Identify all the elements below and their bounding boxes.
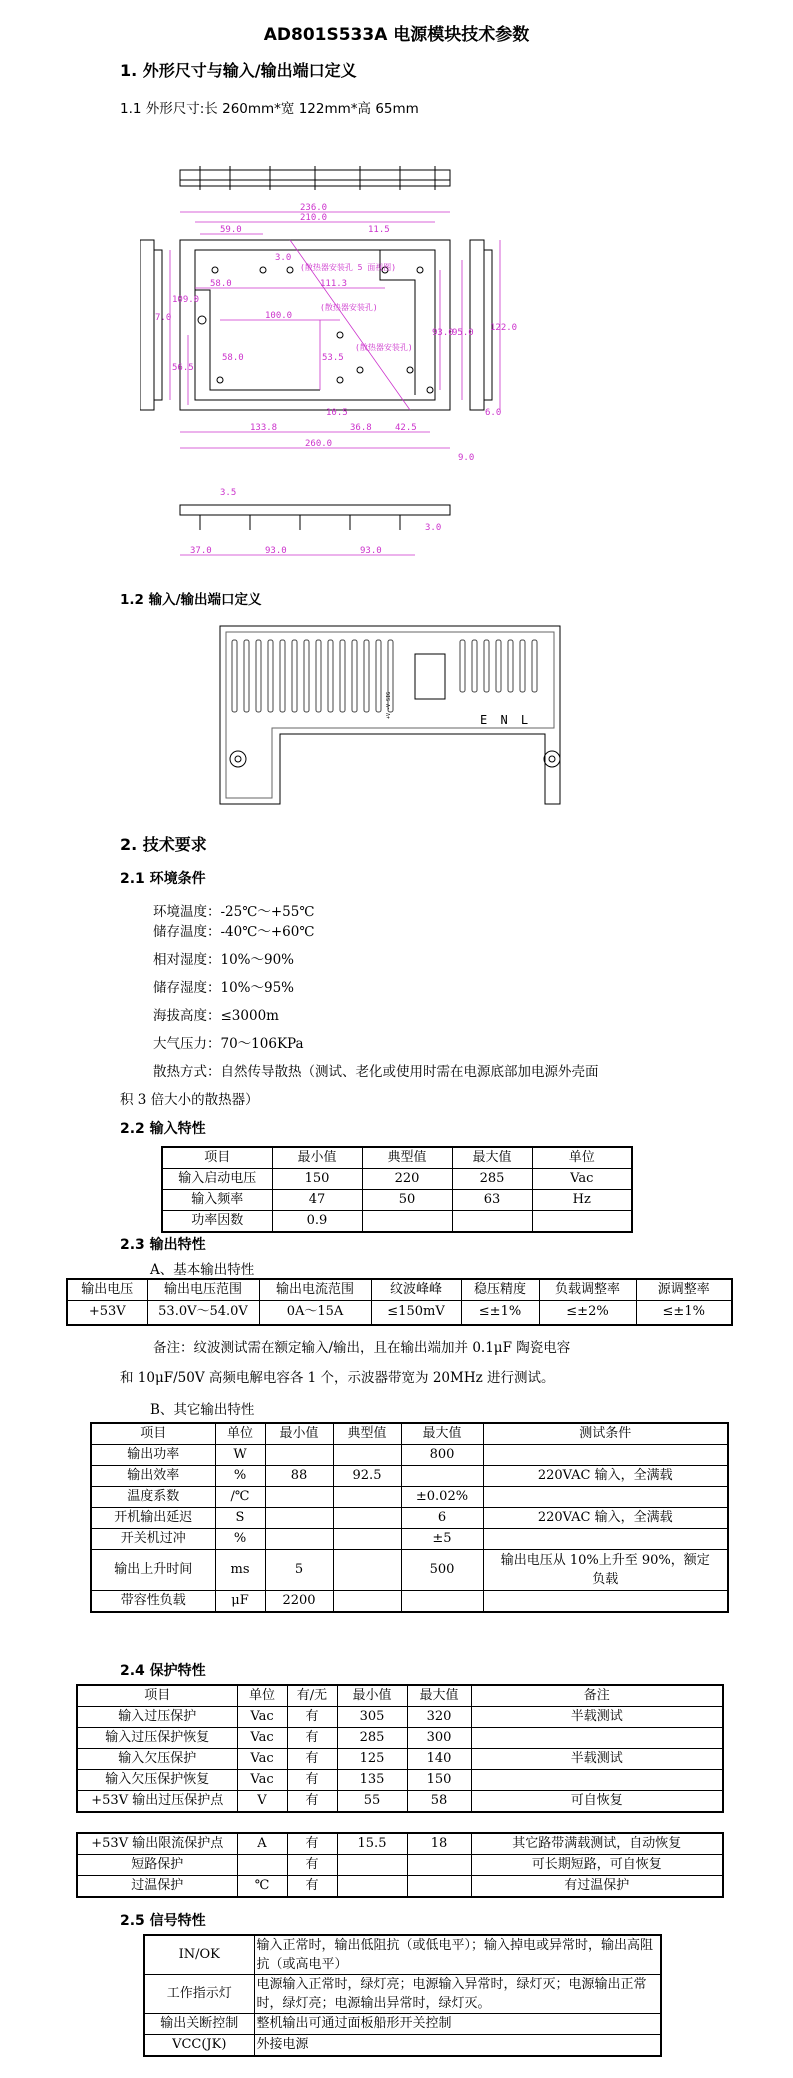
- table-header: 测试条件: [483, 1423, 728, 1445]
- table-cell: 220VAC 输入，全满载: [483, 1508, 728, 1529]
- table-cell: [471, 1728, 723, 1749]
- other-output-label: B、其它输出特性: [150, 1402, 255, 1418]
- dim-label: 100.0: [265, 311, 293, 321]
- table-row: [77, 1833, 723, 1855]
- table-cell: 2200: [265, 1591, 333, 1613]
- table-cell: 15.5: [337, 1833, 407, 1855]
- table-header: 备注: [471, 1685, 723, 1707]
- table-cell: +53V 输出限流保护点: [77, 1833, 237, 1855]
- table-cell: 53.0V～54.0V: [147, 1301, 259, 1325]
- table-cell: 58: [407, 1791, 471, 1813]
- table-cell: 92.5: [333, 1466, 401, 1487]
- table-header: 输出电压范围: [147, 1279, 259, 1301]
- table-cell: ±0.02%: [401, 1487, 483, 1508]
- dim-label: 122.0: [490, 323, 518, 333]
- table-cell: [401, 1591, 483, 1613]
- table-cell: 有: [287, 1855, 337, 1876]
- table-header: 最小值: [272, 1147, 362, 1169]
- table-cell: 220VAC 输入，全满载: [483, 1466, 728, 1487]
- input-table: [161, 1146, 633, 1233]
- table-cell: 500: [401, 1550, 483, 1591]
- dim-label: 111.3: [320, 279, 348, 289]
- table-row: [77, 1749, 723, 1770]
- table-cell: [333, 1591, 401, 1613]
- table-cell: 输入过压保护恢复: [77, 1728, 237, 1749]
- table-cell: 输入欠压保护: [77, 1749, 237, 1770]
- dim-label: 56.5: [172, 363, 194, 373]
- table-header: 负载调整率: [539, 1279, 636, 1301]
- env-line: 海拔高度：≤3000m: [153, 1008, 279, 1024]
- table-cell: 半载测试: [471, 1707, 723, 1728]
- table-header: 稳压精度: [461, 1279, 539, 1301]
- section-1-heading: 1. 外形尺寸与输入/输出端口定义: [120, 61, 357, 80]
- table-header: 单位: [215, 1423, 265, 1445]
- table-row: [67, 1301, 732, 1325]
- table-cell: 工作指示灯: [144, 1975, 254, 2014]
- table-row: [77, 1876, 723, 1898]
- table-cell: 150: [407, 1770, 471, 1791]
- table-row: [91, 1487, 728, 1508]
- table-cell: 0.9: [272, 1211, 362, 1233]
- table-row: [77, 1770, 723, 1791]
- table-cell: 305: [337, 1707, 407, 1728]
- dim-label: 11.5: [368, 225, 390, 235]
- table-cell: 其它路带满载测试，自动恢复: [471, 1833, 723, 1855]
- table-cell: ≤±2%: [539, 1301, 636, 1325]
- table-cell: 有: [287, 1749, 337, 1770]
- table-cell: 输出电压从 10%上升至 90%，额定负载: [483, 1550, 728, 1591]
- table-cell: ±5: [401, 1529, 483, 1550]
- table-cell: %: [215, 1466, 265, 1487]
- table-cell: Vac: [237, 1728, 287, 1749]
- dim-label: 10.5: [326, 408, 348, 418]
- table-row: [91, 1591, 728, 1613]
- table-header: 典型值: [362, 1147, 452, 1169]
- dim-label: 9.0: [458, 453, 475, 463]
- protect-heading: 2.4 保护特性: [120, 1663, 206, 1679]
- table-cell: Vac: [237, 1707, 287, 1728]
- table-cell: 285: [337, 1728, 407, 1749]
- output-heading: 2.3 输出特性: [120, 1237, 206, 1253]
- env-line: 环境温度：-25℃～+55℃: [153, 904, 315, 920]
- dims-heading: 1.1 外形尺寸:长 260mm*宽 122mm*高 65mm: [120, 101, 419, 117]
- table-cell: Vac: [532, 1169, 632, 1190]
- table-cell: [407, 1855, 471, 1876]
- table-header: 单位: [532, 1147, 632, 1169]
- port-heading: 1.2 输入/输出端口定义: [120, 592, 262, 608]
- table-cell: [265, 1445, 333, 1466]
- dim-label: 59.0: [220, 225, 242, 235]
- table-header: 项目: [77, 1685, 237, 1707]
- table-cell: 有: [287, 1876, 337, 1898]
- table-cell: [265, 1508, 333, 1529]
- dim-label: 7.0: [155, 313, 172, 323]
- basic-output-label: A、基本输出特性: [150, 1262, 255, 1278]
- table-cell: [471, 1770, 723, 1791]
- table-cell: 输出效率: [91, 1466, 215, 1487]
- table-cell: 开关机过冲: [91, 1529, 215, 1550]
- table-cell: 800: [401, 1445, 483, 1466]
- table-cell: 0A～15A: [259, 1301, 371, 1325]
- table-cell: Hz: [532, 1190, 632, 1211]
- table-header: 最大值: [401, 1423, 483, 1445]
- table-cell: [532, 1211, 632, 1233]
- table-cell: [483, 1591, 728, 1613]
- table-header: 单位: [237, 1685, 287, 1707]
- table-header: 纹波峰峰: [371, 1279, 461, 1301]
- table-cell: 125: [337, 1749, 407, 1770]
- dim-label: 6.0: [485, 408, 502, 418]
- dim-note: (散热器安装孔 5 面视图): [300, 263, 397, 272]
- table-cell: 63: [452, 1190, 532, 1211]
- table-cell: %: [215, 1529, 265, 1550]
- table-row: [162, 1211, 632, 1233]
- dim-label: 210.0: [300, 213, 328, 223]
- table-row: [144, 2035, 661, 2057]
- table-cell: 135: [337, 1770, 407, 1791]
- table-cell: 输出功率: [91, 1445, 215, 1466]
- table-header: 最大值: [407, 1685, 471, 1707]
- table-cell: 带容性负载: [91, 1591, 215, 1613]
- dim-note: (散热器安装孔): [320, 303, 378, 312]
- dim-label: 3.5: [220, 488, 237, 498]
- table-cell: [265, 1487, 333, 1508]
- table-cell: 有过温保护: [471, 1876, 723, 1898]
- note-line: 和 10μF/50V 高频电解电容各 1 个，示波器带宽为 20MHz 进行测试。: [120, 1370, 555, 1386]
- table-cell: 输入正常时，输出低阻抗（或低电平）；输入掉电或异常时，输出高阻抗（或高电平）: [254, 1935, 661, 1975]
- table-cell: 过温保护: [77, 1876, 237, 1898]
- dim-label: 133.8: [250, 423, 278, 433]
- dim-label: 93.0: [265, 546, 287, 556]
- dim-label: 93.0: [432, 328, 454, 338]
- table-cell: 320: [407, 1707, 471, 1728]
- table-cell: 输入频率: [162, 1190, 272, 1211]
- table-cell: [452, 1211, 532, 1233]
- protection-table-2: [76, 1832, 724, 1898]
- table-row: [91, 1508, 728, 1529]
- table-cell: 功率因数: [162, 1211, 272, 1233]
- table-cell: μF: [215, 1591, 265, 1613]
- table-cell: 6: [401, 1508, 483, 1529]
- table-cell: 可自恢复: [471, 1791, 723, 1813]
- table-row: [162, 1190, 632, 1211]
- table-cell: [401, 1466, 483, 1487]
- table-row: [144, 2014, 661, 2035]
- table-cell: ms: [215, 1550, 265, 1591]
- table-cell: 55: [337, 1791, 407, 1813]
- dim-label: 260.0: [305, 439, 333, 449]
- table-header: 典型值: [333, 1423, 401, 1445]
- table-cell: 输出关断控制: [144, 2014, 254, 2035]
- table-cell: VCC(JK): [144, 2035, 254, 2057]
- table-cell: [362, 1211, 452, 1233]
- dim-label: 37.0: [190, 546, 212, 556]
- table-header: 项目: [162, 1147, 272, 1169]
- table-row: [91, 1445, 728, 1466]
- table-cell: 可长期短路，可自恢复: [471, 1855, 723, 1876]
- input-heading: 2.2 输入特性: [120, 1121, 206, 1137]
- table-cell: [483, 1487, 728, 1508]
- table-cell: [337, 1876, 407, 1898]
- table-header: 最小值: [265, 1423, 333, 1445]
- table-cell: 220: [362, 1169, 452, 1190]
- table-cell: 300: [407, 1728, 471, 1749]
- dim-label: 95.0: [452, 328, 474, 338]
- dim-label: 236.0: [300, 203, 328, 213]
- signal-table: [143, 1934, 662, 2057]
- table-cell: [407, 1876, 471, 1898]
- table-cell: ≤±1%: [461, 1301, 539, 1325]
- table-header: 输出电压: [67, 1279, 147, 1301]
- env-line: 散热方式：自然传导散热（测试、老化或使用时需在电源底部加电源外壳面: [153, 1064, 599, 1080]
- dim-label: 53.5: [322, 353, 344, 363]
- env-line: 相对湿度：10%～90%: [153, 952, 295, 968]
- table-cell: 输入启动电压: [162, 1169, 272, 1190]
- table-cell: 150: [272, 1169, 362, 1190]
- dim-label: 93.0: [360, 546, 382, 556]
- table-cell: ≤150mV: [371, 1301, 461, 1325]
- table-cell: 50: [362, 1190, 452, 1211]
- table-cell: +53V 输出过压保护点: [77, 1791, 237, 1813]
- env-heading: 2.1 环境条件: [120, 871, 206, 887]
- table-cell: 开机输出延迟: [91, 1508, 215, 1529]
- table-row: [91, 1529, 728, 1550]
- dim-label: 58.0: [210, 279, 232, 289]
- table-row: [77, 1707, 723, 1728]
- table-cell: V: [237, 1791, 287, 1813]
- table-cell: [333, 1487, 401, 1508]
- table-cell: ≤±1%: [636, 1301, 732, 1325]
- table-cell: [333, 1445, 401, 1466]
- table-header: 有/无: [287, 1685, 337, 1707]
- table-cell: 有: [287, 1770, 337, 1791]
- table-row: [144, 1935, 661, 1975]
- table-row: [144, 1975, 661, 2014]
- table-row: [77, 1855, 723, 1876]
- table-cell: [483, 1529, 728, 1550]
- table-cell: 有: [287, 1707, 337, 1728]
- output-port-label: +V -V SIG: [386, 691, 392, 719]
- table-cell: 短路保护: [77, 1855, 237, 1876]
- table-cell: 5: [265, 1550, 333, 1591]
- table-cell: [265, 1529, 333, 1550]
- dim-label: 3.0: [275, 253, 292, 263]
- dim-label: 3.0: [425, 523, 442, 533]
- table-cell: 88: [265, 1466, 333, 1487]
- table-cell: 输入过压保护: [77, 1707, 237, 1728]
- dim-label: 42.5: [395, 423, 417, 433]
- table-cell: S: [215, 1508, 265, 1529]
- env-line: 储存湿度：10%～95%: [153, 980, 295, 996]
- table-cell: 285: [452, 1169, 532, 1190]
- table-row: [77, 1791, 723, 1813]
- table-header: 最大值: [452, 1147, 532, 1169]
- table-cell: 外接电源: [254, 2035, 661, 2057]
- signal-heading: 2.5 信号特性: [120, 1913, 206, 1929]
- dim-label: 58.0: [222, 353, 244, 363]
- table-cell: [333, 1529, 401, 1550]
- table-cell: Vac: [237, 1770, 287, 1791]
- doc-title: AD801S533A 电源模块技术参数: [263, 25, 530, 45]
- table-header: 最小值: [337, 1685, 407, 1707]
- protection-table: [76, 1684, 724, 1813]
- table-cell: A: [237, 1833, 287, 1855]
- table-cell: W: [215, 1445, 265, 1466]
- env-line: 储存温度：-40℃～+60℃: [153, 924, 315, 940]
- table-header: 源调整率: [636, 1279, 732, 1301]
- dim-note: (散热器安装孔): [355, 343, 413, 352]
- table-cell: [333, 1550, 401, 1591]
- note-line: 备注：纹波测试需在额定输入/输出，且在输出端加并 0.1μF 陶瓷电容: [153, 1340, 571, 1356]
- env-line: 大气压力：70～106KPa: [153, 1036, 304, 1052]
- table-cell: [337, 1855, 407, 1876]
- table-cell: ℃: [237, 1876, 287, 1898]
- table-cell: 整机输出可通过面板船形开关控制: [254, 2014, 661, 2035]
- input-port-label: E N L: [480, 713, 532, 727]
- other-output-table: [90, 1422, 729, 1613]
- table-cell: Vac: [237, 1749, 287, 1770]
- table-cell: 电源输入正常时，绿灯亮；电源输入异常时，绿灯灭；电源输出正常时，绿灯亮；电源输出异常时，绿灯灭。: [254, 1975, 661, 2014]
- table-row: [91, 1550, 728, 1591]
- table-cell: 输出上升时间: [91, 1550, 215, 1591]
- table-cell: 有: [287, 1791, 337, 1813]
- table-cell: /℃: [215, 1487, 265, 1508]
- basic-output-table: [66, 1278, 733, 1326]
- table-cell: 18: [407, 1833, 471, 1855]
- table-cell: [237, 1855, 287, 1876]
- table-cell: 140: [407, 1749, 471, 1770]
- port-panel-drawing: [210, 624, 570, 809]
- table-row: [162, 1169, 632, 1190]
- table-cell: 有: [287, 1833, 337, 1855]
- env-line: 积 3 倍大小的散热器）: [120, 1092, 259, 1108]
- table-cell: +53V: [67, 1301, 147, 1325]
- table-row: [77, 1728, 723, 1749]
- table-cell: [333, 1508, 401, 1529]
- table-cell: 有: [287, 1728, 337, 1749]
- table-header: 输出电流范围: [259, 1279, 371, 1301]
- table-cell: IN/OK: [144, 1935, 254, 1975]
- table-header: 项目: [91, 1423, 215, 1445]
- dimension-drawing: [140, 160, 670, 560]
- dim-label: 36.8: [350, 423, 372, 433]
- section-2-heading: 2. 技术要求: [120, 835, 207, 854]
- table-row: [91, 1466, 728, 1487]
- table-cell: 半载测试: [471, 1749, 723, 1770]
- table-cell: 输入欠压保护恢复: [77, 1770, 237, 1791]
- table-cell: 47: [272, 1190, 362, 1211]
- table-cell: [483, 1445, 728, 1466]
- table-cell: 温度系数: [91, 1487, 215, 1508]
- dim-label: 109.0: [172, 295, 200, 305]
